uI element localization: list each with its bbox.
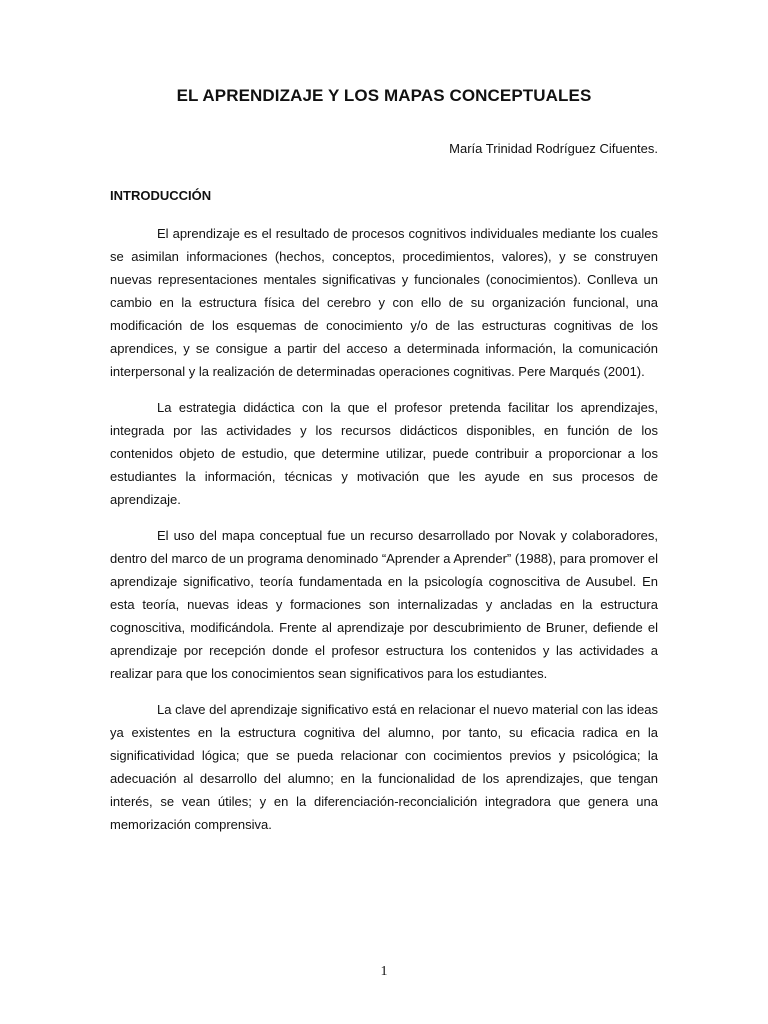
body-paragraph: La clave del aprendizaje significativo está en relacionar el nuevo material con las ideas ya existentes en la estructura cognitiva del alumno, por tanto, su eficacia radica en la significatividad lógica; que se pueda relacionar con cocimientos previos y psicológica; la adecuación al desarrollo del alumno; en la funcionalidad de los aprendizajes, que tengan interés, se vean útiles; y en la diferenciación-reconcialición integradora que genera una memorización comprensiva. [110, 702, 658, 832]
page-number: 1 [380, 964, 388, 979]
document-page [110, 86, 658, 836]
body-paragraph: El aprendizaje es el resultado de procesos cognitivos individuales mediante los cuales se asimilan informaciones (hechos, conceptos, procedimientos, valores), y se construyen nuevas representaciones mentales significativas y funcionales (conocimientos). Conlleva un cambio en la estructura física del cerebro y con ello de su organización funcional, una modificación de los esquemas de conocimiento y/o de las estructuras cognitivas de los aprendices, y se consigue a partir del acceso a determinada información, la comunicación interpersonal y la realización de determinadas operaciones cognitivas. Pere Marqués (2001). [110, 226, 658, 379]
document-title: EL APRENDIZAJE Y LOS MAPAS CONCEPTUALES [176, 86, 592, 105]
body-paragraph: El uso del mapa conceptual fue un recurso desarrollado por Novak y colaboradores, dentro del marco de un programa denominado “Aprender a Aprender” (1988), para promover el aprendizaje significativo, teoría fundamentada en la psicología cognoscitiva de Ausubel. En esta teoría, nuevas ideas y formaciones son internalizadas y ancladas en la estructura cognoscitiva, modificándola. Frente al aprendizaje por descubrimiento de Bruner, defiende el aprendizaje por recepción donde el profesor estructura los contenidos y las actividades a realizar para que los conocimientos sean significativos para los estudiantes. [110, 528, 658, 681]
author-name: María Trinidad Rodríguez Cifuentes. [449, 141, 658, 156]
section-heading-introduccion: INTRODUCCIÓN [110, 188, 212, 203]
body-paragraph: La estrategia didáctica con la que el profesor pretenda facilitar los aprendizajes, integrada por las actividades y los recursos didácticos disponibles, en función de los contenidos objeto de estudio, que determine utilizar, puede contribuir a proporcionar a los estudiantes la información, técnicas y motivación que les ayude en sus procesos de aprendizaje. [110, 400, 658, 507]
